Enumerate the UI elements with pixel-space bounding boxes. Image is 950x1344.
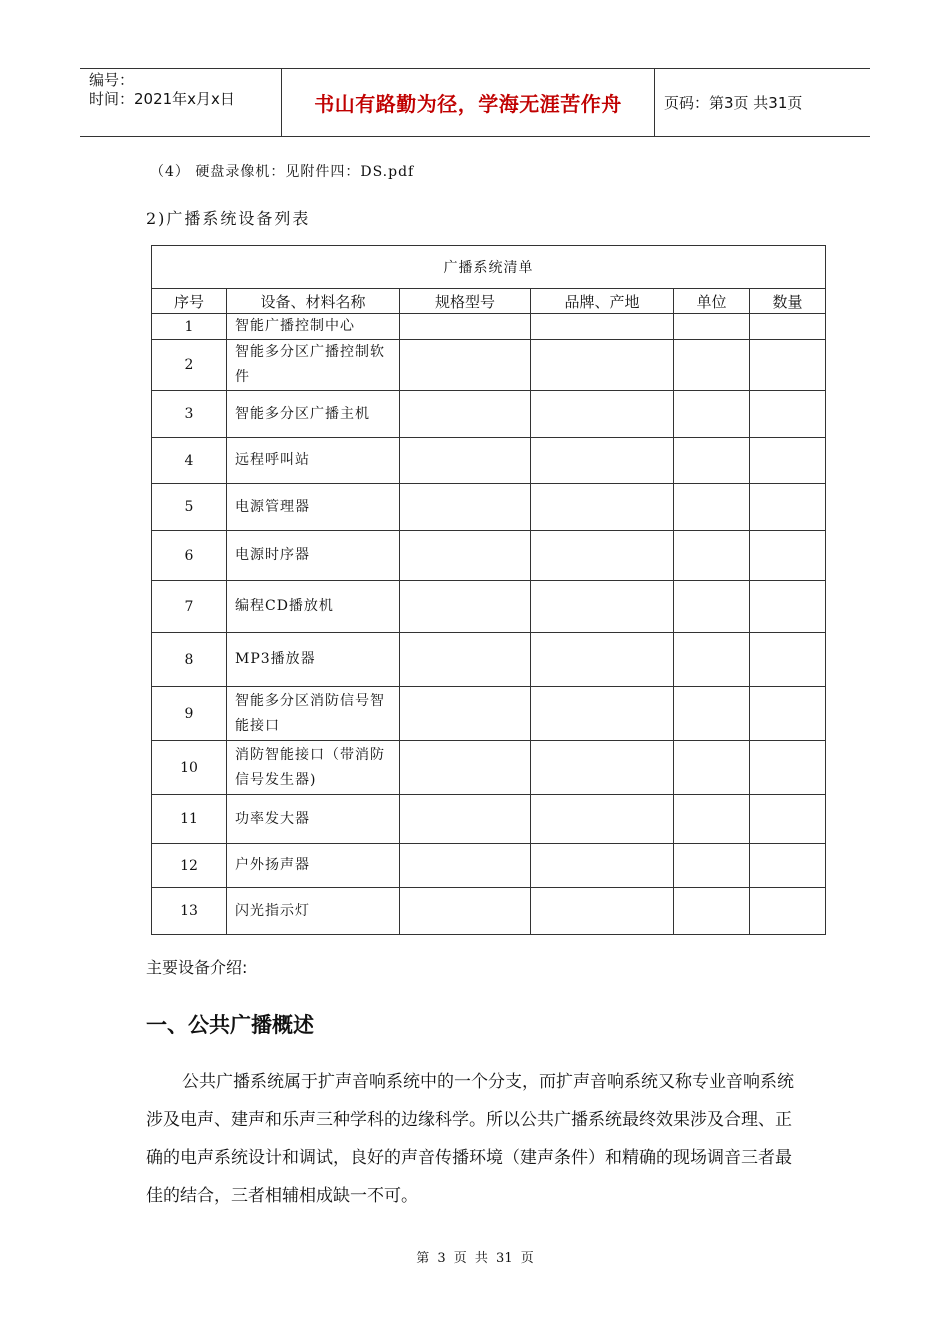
col-header-name: 设备、材料名称 bbox=[227, 289, 400, 314]
table-row bbox=[152, 314, 826, 340]
body-paragraph: 公共广播系统属于扩声音响系统中的一个分支，而扩声音响系统又称专业音响系统涉及电声、建声和乐声三种学科的边缘科学。所以公共广播系统最终效果涉及合理、正确的电声系统设计和调试，良好的声音传播环境（建声条件）和精确的现场调音三者最佳的结合，三者相辅相成缺一不可。 bbox=[146, 1072, 794, 1206]
serial-label: 编号： bbox=[89, 71, 135, 89]
cell-brand bbox=[531, 687, 674, 741]
item-4-text: （4） 硬盘录像机：见附件四：DS.pdf bbox=[150, 164, 415, 180]
header-meta bbox=[89, 71, 235, 109]
cell-brand bbox=[531, 888, 674, 935]
row-no: 4 bbox=[152, 438, 227, 484]
cell-unit bbox=[674, 391, 750, 438]
cell-unit bbox=[674, 438, 750, 484]
cell-qty bbox=[750, 531, 826, 581]
row-no: 1 bbox=[152, 314, 227, 340]
row-name: 户外扬声器 bbox=[227, 844, 400, 888]
cell-brand bbox=[531, 741, 674, 795]
cell-model bbox=[400, 314, 531, 340]
row-no: 10 bbox=[152, 741, 227, 795]
table-row bbox=[152, 391, 826, 438]
time-label: 时间：2021年x月x日 bbox=[89, 90, 235, 108]
cell-brand bbox=[531, 391, 674, 438]
row-no: 5 bbox=[152, 484, 227, 531]
cell-qty bbox=[750, 888, 826, 935]
section-title: 一、公共广播概述 bbox=[146, 1013, 314, 1037]
col-header-brand: 品牌、产地 bbox=[531, 289, 674, 314]
table-header-row bbox=[152, 289, 826, 314]
cell-qty bbox=[750, 687, 826, 741]
cell-unit bbox=[674, 633, 750, 687]
col-header-model: 规格型号 bbox=[400, 289, 531, 314]
table-row bbox=[152, 687, 826, 741]
col-header-qty: 数量 bbox=[750, 289, 826, 314]
row-no: 8 bbox=[152, 633, 227, 687]
cell-unit bbox=[674, 795, 750, 844]
cell-brand bbox=[531, 314, 674, 340]
table-row bbox=[152, 795, 826, 844]
row-name: 功率发大器 bbox=[227, 795, 400, 844]
row-name: 电源管理器 bbox=[227, 484, 400, 531]
cell-model bbox=[400, 340, 531, 391]
cell-brand bbox=[531, 340, 674, 391]
cell-model bbox=[400, 888, 531, 935]
row-name: 编程CD播放机 bbox=[227, 581, 400, 633]
cell-brand bbox=[531, 484, 674, 531]
cell-brand bbox=[531, 531, 674, 581]
page-footer: 第 3 页 共 31 页 bbox=[416, 1251, 534, 1266]
cell-qty bbox=[750, 795, 826, 844]
cell-model bbox=[400, 438, 531, 484]
table-row bbox=[152, 531, 826, 581]
cell-unit bbox=[674, 741, 750, 795]
row-name: 消防智能接口（带消防信号发生器) bbox=[227, 741, 400, 795]
row-name: 远程呼叫站 bbox=[227, 438, 400, 484]
cell-model bbox=[400, 844, 531, 888]
row-name: 智能多分区广播主机 bbox=[227, 391, 400, 438]
cell-unit bbox=[674, 340, 750, 391]
cell-model bbox=[400, 581, 531, 633]
cell-brand bbox=[531, 438, 674, 484]
header-motto: 书山有路勤为径，学海无涯苦作舟 bbox=[314, 92, 622, 116]
cell-model bbox=[400, 531, 531, 581]
cell-model bbox=[400, 484, 531, 531]
cell-unit bbox=[674, 888, 750, 935]
row-no: 3 bbox=[152, 391, 227, 438]
row-name: 智能多分区消防信号智能接口 bbox=[227, 687, 400, 741]
row-name: 闪光指示灯 bbox=[227, 888, 400, 935]
cell-brand bbox=[531, 844, 674, 888]
broadcast-equipment-table bbox=[151, 245, 826, 935]
cell-qty bbox=[750, 741, 826, 795]
table-row bbox=[152, 484, 826, 531]
cell-unit bbox=[674, 531, 750, 581]
cell-qty bbox=[750, 581, 826, 633]
table-row bbox=[152, 633, 826, 687]
cell-model bbox=[400, 687, 531, 741]
cell-brand bbox=[531, 633, 674, 687]
cell-qty bbox=[750, 314, 826, 340]
list-title: 2)广播系统设备列表 bbox=[146, 209, 311, 228]
intro-label: 主要设备介绍: bbox=[146, 958, 248, 977]
row-no: 12 bbox=[152, 844, 227, 888]
cell-model bbox=[400, 741, 531, 795]
row-no: 11 bbox=[152, 795, 227, 844]
header-top-rule bbox=[80, 68, 870, 69]
table-row bbox=[152, 340, 826, 391]
table-row bbox=[152, 844, 826, 888]
table-row bbox=[152, 888, 826, 935]
cell-qty bbox=[750, 438, 826, 484]
cell-model bbox=[400, 391, 531, 438]
cell-qty bbox=[750, 391, 826, 438]
col-header-unit: 单位 bbox=[674, 289, 750, 314]
row-name: 智能多分区广播控制软件 bbox=[227, 340, 400, 391]
row-no: 7 bbox=[152, 581, 227, 633]
row-no: 2 bbox=[152, 340, 227, 391]
row-no: 6 bbox=[152, 531, 227, 581]
table-caption: 广播系统清单 bbox=[152, 246, 826, 289]
cell-unit bbox=[674, 844, 750, 888]
row-no: 13 bbox=[152, 888, 227, 935]
table-row bbox=[152, 581, 826, 633]
row-name: 电源时序器 bbox=[227, 531, 400, 581]
cell-unit bbox=[674, 581, 750, 633]
col-header-no: 序号 bbox=[152, 289, 227, 314]
header-bottom-rule bbox=[80, 136, 870, 137]
page-code: 页码：第3页 共31页 bbox=[664, 94, 803, 112]
cell-unit bbox=[674, 687, 750, 741]
cell-model bbox=[400, 795, 531, 844]
cell-qty bbox=[750, 340, 826, 391]
cell-brand bbox=[531, 581, 674, 633]
cell-model bbox=[400, 633, 531, 687]
row-name: MP3播放器 bbox=[227, 633, 400, 687]
cell-brand bbox=[531, 795, 674, 844]
row-name: 智能广播控制中心 bbox=[227, 314, 400, 340]
header-divider-right bbox=[654, 68, 655, 136]
cell-unit bbox=[674, 314, 750, 340]
cell-unit bbox=[674, 484, 750, 531]
row-no: 9 bbox=[152, 687, 227, 741]
cell-qty bbox=[750, 844, 826, 888]
table-row bbox=[152, 438, 826, 484]
cell-qty bbox=[750, 633, 826, 687]
cell-qty bbox=[750, 484, 826, 531]
table-row bbox=[152, 741, 826, 795]
